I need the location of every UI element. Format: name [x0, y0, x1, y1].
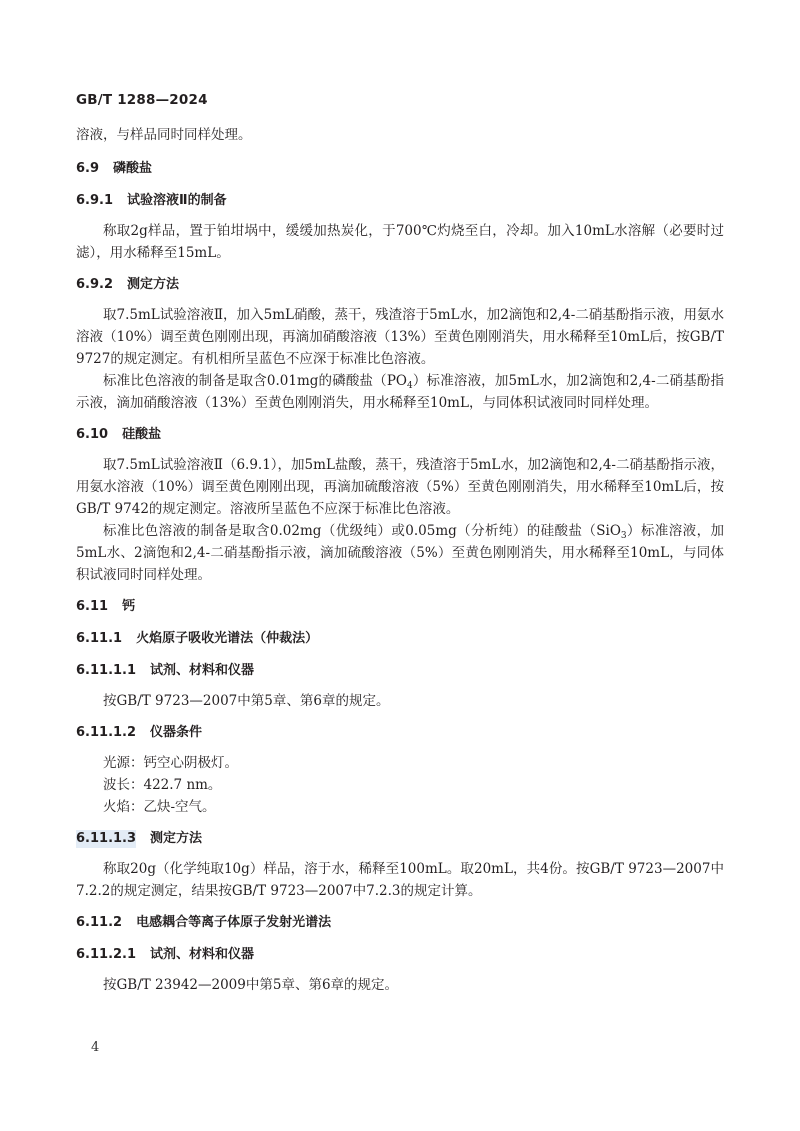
section-title: 磷酸盐: [113, 161, 153, 176]
condition-wavelength: 波长：422.7 nm。: [103, 777, 222, 793]
section-number: 6.11.1: [76, 631, 123, 646]
section-title: 钙: [122, 599, 136, 614]
section-heading-6-11-1-1: [76, 662, 724, 680]
section-number: 6.11.1.3: [76, 831, 137, 846]
subscript: 4: [406, 381, 413, 391]
section-number: 6.11.1.1: [76, 663, 137, 678]
section-number: 6.9.1: [76, 193, 114, 208]
section-heading-6-9: [76, 160, 724, 178]
section-title: 测定方法: [127, 277, 180, 292]
paragraph-text: ）标准溶液，加5mL水、2滴饱和2,4-二硝基酚指示液，滴加硫酸溶液（5%）至黄色刚刚消失，用水稀释至10mL，与同体积试液同时同样处理。: [76, 523, 725, 583]
paragraph: 取7.5mL试验溶液Ⅱ，加入5mL硝酸，蒸干，残渣溶于5mL水，加2滴饱和2,4-二硝基酚指示液，用氨水溶液（10%）调至黄色刚刚出现，再滴加硝酸溶液（13%）至黄色刚刚消失，用水稀释至10mL后，按GB/T 9727的规定测定。有机相所呈蓝色不应深于标准比色溶液。: [76, 307, 724, 367]
paragraph: 取7.5mL试验溶液Ⅱ（6.9.1），加5mL盐酸，蒸干，残渣溶于5mL水，加2滴饱和2,4-二硝基酚指示液，用氨水溶液（10%）调至黄色刚刚出现，再滴加硫酸溶液（5%）至黄色刚刚消失，用水稀释至10mL后，按GB/T 9742的规定测定。溶液所呈蓝色不应深于标准比色溶液。: [76, 457, 724, 517]
section-heading-6-10: [76, 426, 724, 444]
paragraph-text: 标准比色溶液的制备是取含0.02mg（优级纯）或0.05mg（分析纯）的硅酸盐（SiO: [103, 523, 621, 539]
section-heading-6-11-1: [76, 630, 724, 648]
paragraph: 称取2g样品，置于铂坩埚中，缓缓加热炭化，于700℃灼烧至白，冷却。加入10mL水溶解（必要时过滤），用水稀释至15mL。: [76, 223, 724, 261]
continued-line: 溶液，与样品同时同样处理。: [76, 127, 252, 143]
section-heading-6-11-2: [76, 914, 724, 932]
section-number: 6.11: [76, 599, 109, 614]
paragraph: 按GB/T 23942—2009中第5章、第6章的规定。: [103, 977, 399, 993]
section-number: 6.9.2: [76, 277, 114, 292]
section-number: 6.10: [76, 427, 109, 442]
section-title: 试验溶液Ⅱ的制备: [127, 193, 227, 208]
paragraph: 称取20g（化学纯取10g）样品，溶于水，稀释至100mL。取20mL，共4份。按GB/T 9723—2007中7.2.2的规定测定，结果按GB/T 9723—2007中7.2.3的规定计算。: [76, 861, 724, 899]
section-number: 6.11.1.2: [76, 725, 137, 740]
paragraph-text: 标准比色溶液的制备是取含0.01mg的磷酸盐（PO: [103, 373, 407, 389]
page-number: 4: [91, 1040, 100, 1055]
section-number: 6.11.2.1: [76, 947, 137, 962]
standard-code-header: GB/T 1288—2024: [76, 92, 208, 108]
section-title: 试剂、材料和仪器: [150, 663, 255, 678]
section-number: 6.11.2: [76, 915, 123, 930]
condition-flame: 火焰：乙炔-空气。: [103, 799, 216, 815]
section-heading-6-9-2: [76, 276, 724, 294]
section-title: 测定方法: [150, 831, 203, 846]
section-title: 电感耦合等离子体原子发射光谱法: [136, 915, 332, 930]
section-title: 试剂、材料和仪器: [150, 947, 255, 962]
paragraph: [76, 370, 724, 414]
condition-light-source: 光源：钙空心阴极灯。: [103, 755, 238, 771]
section-heading-6-11-1-2: [76, 724, 724, 742]
paragraph: [76, 520, 724, 586]
page-content: [76, 124, 724, 996]
section-heading-6-11-2-1: [76, 946, 724, 964]
section-heading-6-9-1: [76, 192, 724, 210]
section-title: 火焰原子吸收光谱法（仲裁法）: [136, 631, 319, 646]
section-title: 仪器条件: [150, 725, 203, 740]
section-heading-6-11-1-3: [76, 830, 724, 848]
section-number: 6.9: [76, 161, 100, 176]
paragraph-text: ）标准溶液，加5mL水，加2滴饱和2,4-二硝基酚指示液，滴加硝酸溶液（13%）至黄色刚刚消失，用水稀释至10mL，与同体积试液同时同样处理。: [76, 373, 724, 411]
section-heading-6-11: [76, 598, 724, 616]
subscript: 3: [620, 531, 627, 541]
section-title: 硅酸盐: [122, 427, 162, 442]
paragraph: 按GB/T 9723—2007中第5章、第6章的规定。: [103, 693, 390, 709]
